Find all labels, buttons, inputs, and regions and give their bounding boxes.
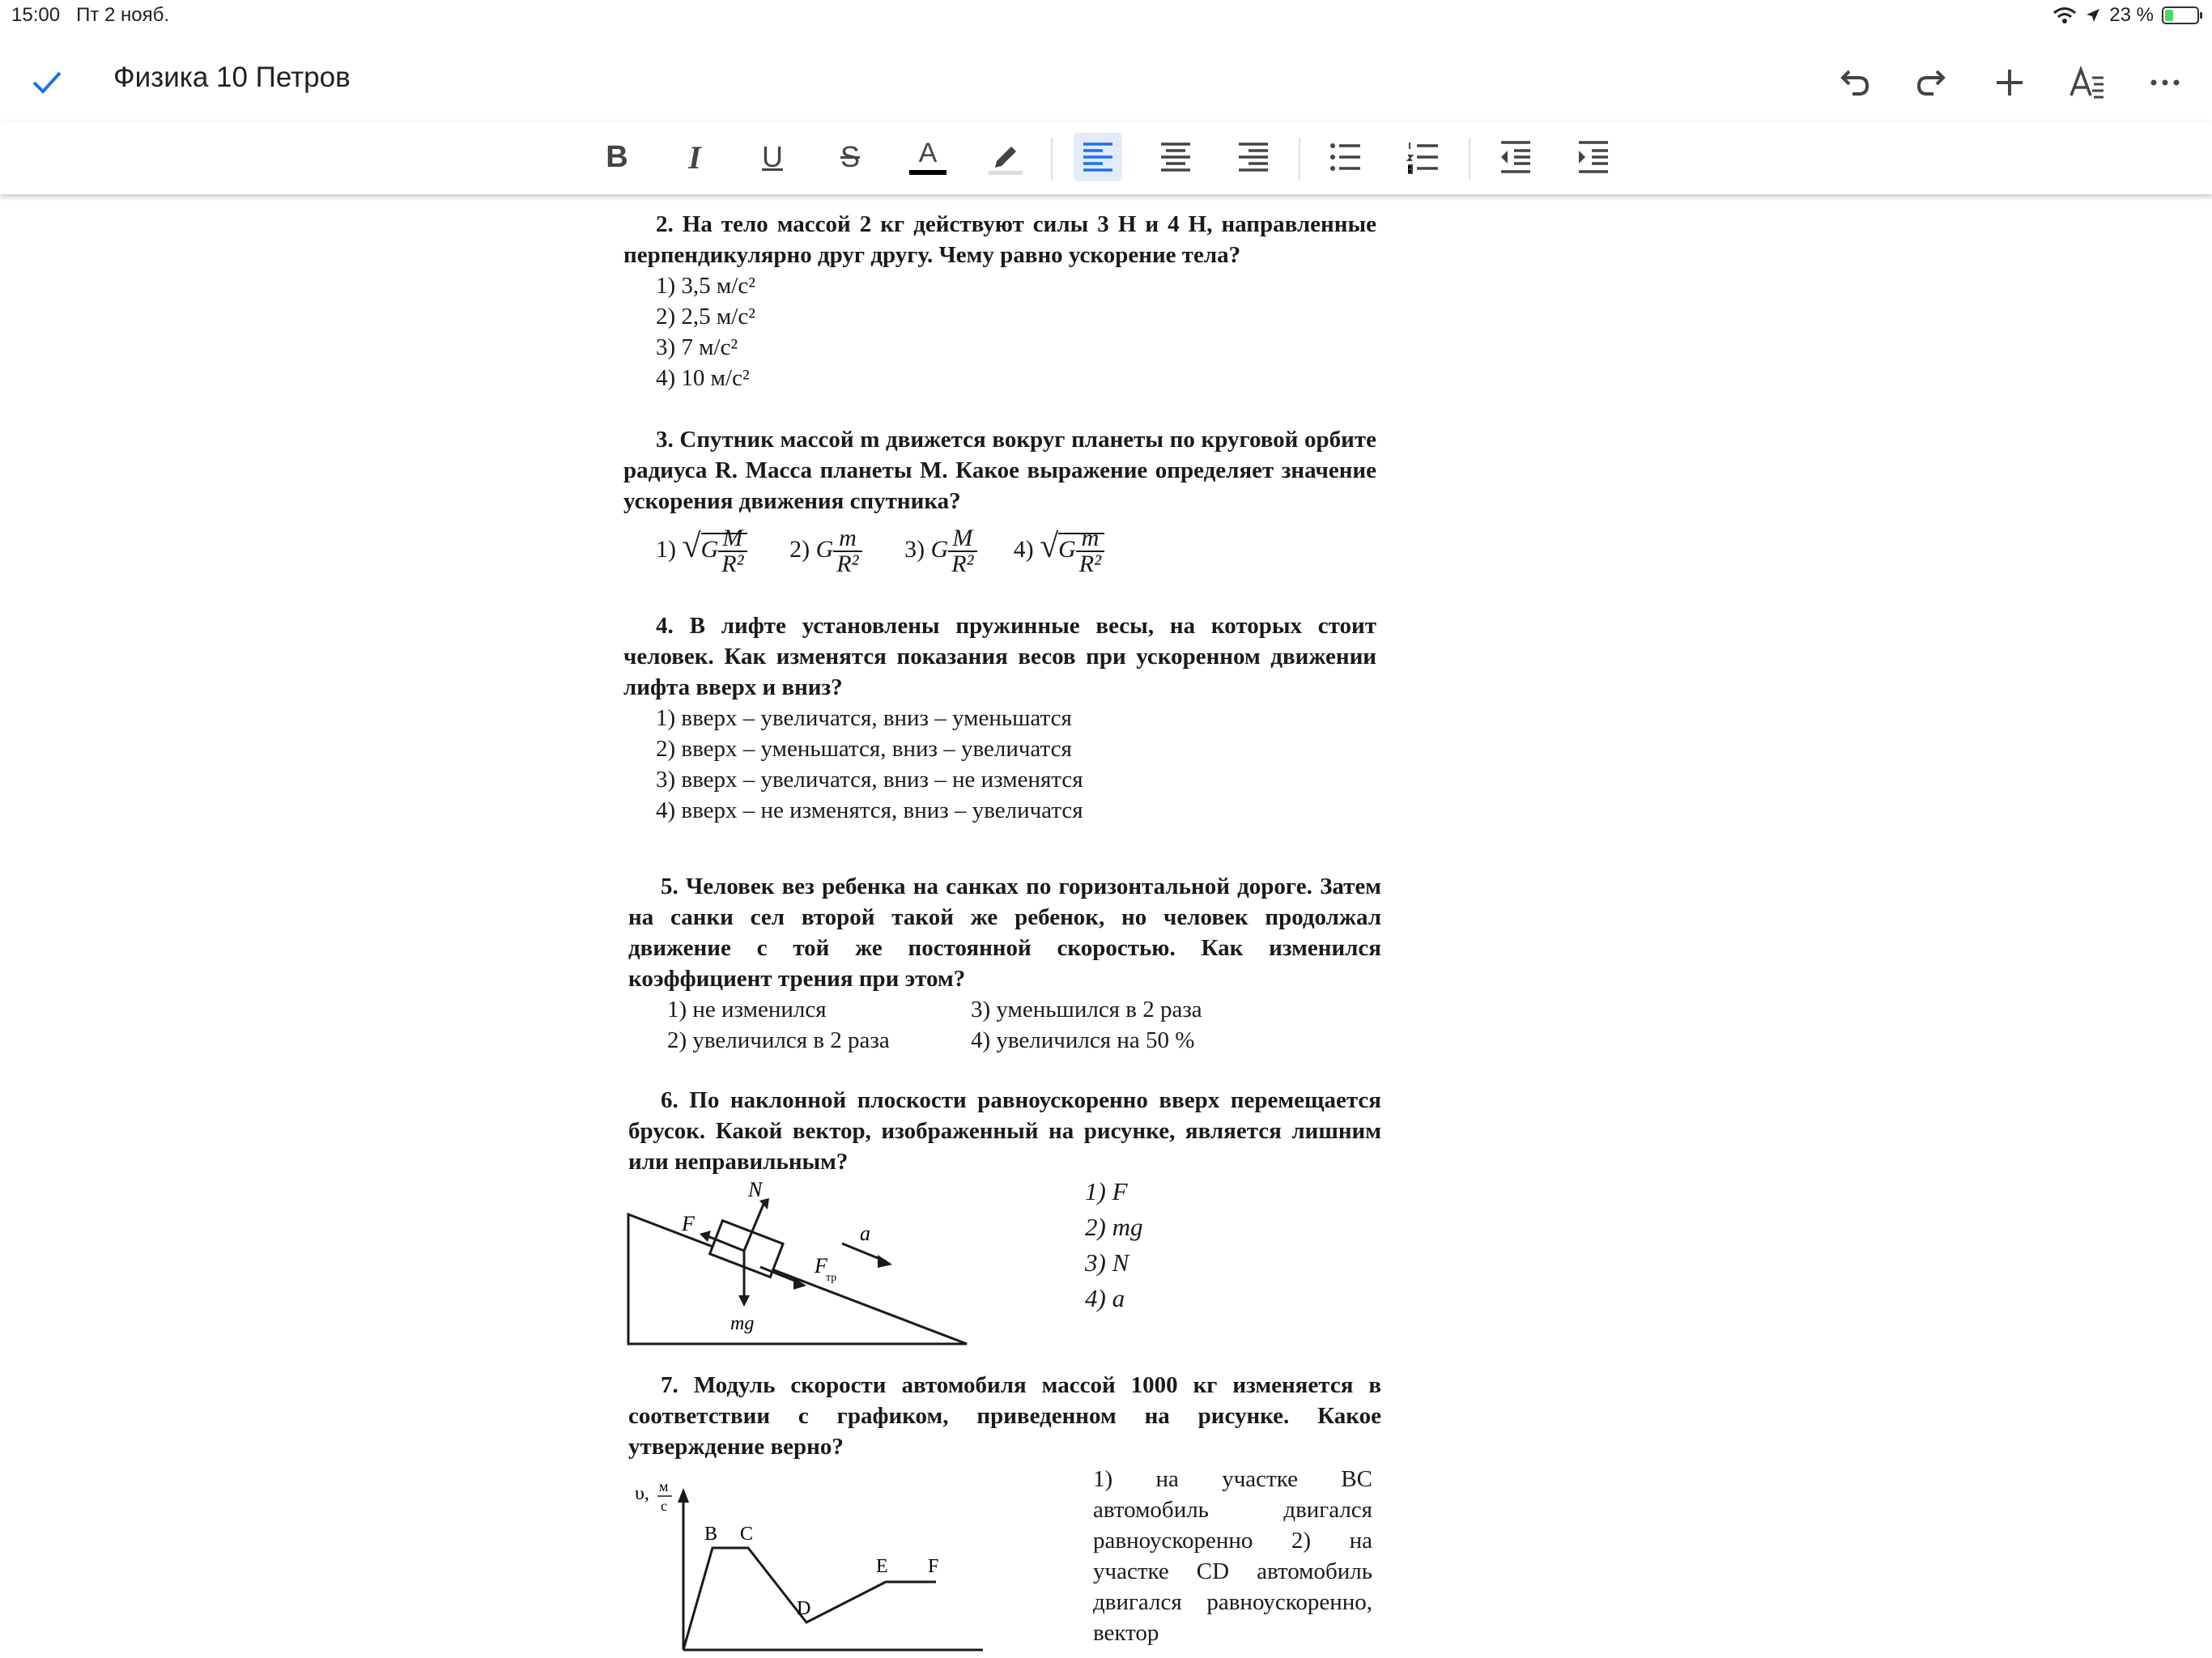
highlight-button[interactable] — [981, 133, 1030, 181]
vector-ftr-subscript: тр — [826, 1272, 837, 1284]
location-icon — [2085, 7, 2101, 23]
answer-option: 3) вверх – увеличатся, вниз – не изменятся — [656, 767, 1083, 793]
vector-ftr-label: F — [815, 1254, 827, 1278]
formula-denominator: R² — [951, 551, 974, 577]
answer-option: 4) a⃗ — [1085, 1284, 1145, 1312]
sqrt-sign: √ — [1040, 527, 1059, 565]
answer-option: 4) 10 м/с² — [656, 365, 750, 391]
answer-option: 2) 2,5 м/с² — [656, 304, 755, 329]
numbered-list-button[interactable] — [1399, 133, 1448, 181]
vector-a-label: a — [860, 1222, 870, 1245]
toolbar-divider — [1299, 138, 1300, 180]
answer-option: 4) увеличился на 50 % — [971, 1027, 1195, 1053]
status-bar — [0, 0, 2212, 32]
align-center-icon — [1158, 139, 1193, 175]
answer-option: 4) вверх – не изменятся, вниз – увеличатся — [656, 797, 1083, 823]
bold-icon: B — [606, 139, 628, 174]
vector-options — [1085, 1174, 1163, 1316]
formula-numerator: m — [1076, 526, 1104, 552]
formula-label: 4) — [1013, 535, 1034, 563]
answer-option: 1) не изменился — [667, 997, 827, 1022]
question-stem: 7. Модуль скорости автомобиля массой 1000 кг изменяется в соответствии с графиком, приведенном на рисунке. Какое утверждение верно? — [628, 1372, 1381, 1460]
answer-option: 1) вверх – увеличатся, вниз – уменьшатся — [656, 705, 1072, 731]
text-color-icon: A — [918, 138, 938, 168]
formula-numerator: M — [718, 526, 747, 552]
sqrt-sign: √ — [682, 527, 701, 565]
toolbar-divider — [1469, 138, 1470, 180]
question-2 — [623, 209, 1376, 393]
answer-option: 2) вверх – уменьшатся, вниз – увеличатся — [656, 736, 1072, 762]
vector-n-label: N — [748, 1178, 763, 1201]
formula-label: 3) — [904, 535, 925, 563]
battery-percent: 23 % — [2109, 4, 2154, 26]
formula-options — [656, 526, 1104, 576]
question-stem: 4. В лифте установлены пружинные весы, на которых стоит человек. Как изменятся показания весов при ускоренном движении лифта вверх и вниз? — [623, 613, 1376, 700]
status-date: Пт 2 нояб. — [76, 4, 170, 26]
point-f-label: F — [928, 1556, 939, 1577]
answer-option: 1) F⃗ — [1085, 1177, 1147, 1205]
answer-option: 2) mg⃗ — [1085, 1213, 1163, 1241]
status-right — [2052, 4, 2199, 27]
formula-numerator: M — [948, 526, 976, 552]
italic-button[interactable] — [670, 133, 719, 181]
answer-option: 3) N⃗ — [1085, 1248, 1149, 1277]
underline-icon: U — [762, 140, 783, 173]
question-stem: 6. По наклонной плоскости равноускоренно вверх перемещается брусок. Какой вектор, изображенный на рисунке, является лишним или неправильным? — [628, 1087, 1381, 1175]
formula-numerator: m — [833, 526, 861, 552]
formula-g: G — [930, 535, 949, 563]
answer-grid — [628, 994, 1381, 1056]
formula-g: G — [1058, 535, 1076, 563]
question-5 — [628, 871, 1381, 1056]
formatting-toolbar — [0, 121, 2212, 194]
align-right-icon — [1236, 139, 1271, 175]
status-left — [11, 4, 169, 27]
battery-icon — [2162, 6, 2199, 24]
formula-denominator: R² — [721, 551, 744, 577]
point-b-label: B — [704, 1524, 718, 1545]
formula-label: 1) — [656, 535, 676, 563]
question-3 — [623, 424, 1376, 517]
align-center-button[interactable] — [1151, 133, 1200, 181]
check-icon[interactable] — [29, 65, 65, 100]
formula-label: 2) — [789, 535, 810, 563]
document-body[interactable] — [615, 202, 1385, 1658]
inclined-plane-figure — [627, 1174, 983, 1352]
question-stem: 3. Спутник массой m движется вокруг планеты по круговой орбите радиуса R. Масса планеты M. Какое выражение определяет значение ускорения движения спутника? — [623, 427, 1376, 514]
answer-option: 3) 7 м/с² — [656, 334, 738, 360]
graph-ylabel-unit-den: с — [661, 1498, 667, 1514]
formula-denominator: R² — [1078, 551, 1102, 577]
point-d-label: D — [797, 1598, 811, 1619]
graph-ylabel-unit-num: м — [659, 1478, 669, 1494]
align-left-icon — [1080, 139, 1116, 175]
answer-option: 1) 3,5 м/с² — [656, 273, 755, 299]
numbered-list-icon — [1406, 139, 1441, 175]
toolbar-divider — [1051, 138, 1053, 180]
strikethrough-button[interactable] — [826, 133, 874, 181]
question-7 — [628, 1370, 1381, 1462]
text-color-swatch — [909, 170, 946, 175]
undo-icon[interactable] — [1833, 62, 1875, 104]
answer-option: 3) уменьшился в 2 раза — [971, 997, 1202, 1022]
question-4 — [623, 610, 1376, 826]
velocity-graph — [627, 1472, 983, 1658]
wifi-icon — [2052, 6, 2077, 25]
align-left-button[interactable] — [1074, 133, 1122, 181]
answer-option: 2) увеличился в 2 раза — [667, 1027, 890, 1053]
question-6 — [628, 1085, 1381, 1177]
italic-icon: I — [688, 138, 701, 176]
redo-icon[interactable] — [1911, 62, 1953, 104]
more-icon[interactable] — [2144, 62, 2186, 104]
formula-g: G — [815, 535, 834, 563]
formula-denominator: R² — [836, 551, 859, 577]
text-format-icon[interactable] — [2066, 62, 2108, 104]
highlight-icon — [985, 137, 1026, 177]
underline-button[interactable] — [748, 133, 797, 181]
question-stem: 2. На тело массой 2 кг действуют силы 3 Н и 4 Н, направленные перпендикулярно друг другу. Чему равно ускорение тела? — [623, 211, 1376, 268]
increase-indent-icon — [1576, 139, 1611, 175]
point-e-label: E — [876, 1556, 888, 1577]
graph-ylabel: υ, — [635, 1483, 649, 1504]
strikethrough-icon: S — [840, 140, 860, 173]
align-right-button[interactable] — [1229, 133, 1278, 181]
question-7-answers: 1) на участке BC автомобиль двигался равноускоренно 2) на участке CD автомобиль двигался равноускоренно, вектор — [1093, 1466, 1372, 1646]
increase-indent-button[interactable] — [1569, 133, 1618, 181]
bold-button[interactable] — [593, 133, 641, 181]
bulleted-list-icon — [1328, 139, 1363, 175]
point-c-label: C — [740, 1524, 754, 1545]
text-color-button[interactable] — [904, 133, 952, 181]
vector-f-label: F — [682, 1212, 695, 1235]
question-stem: 5. Человек вез ребенка на санках по горизонтальной дороге. Затем на санки сел второй такой же ребенок, но человек продолжал движение с той же постоянной скоростью. Как изменился коэффициент трения при этом? — [628, 874, 1381, 992]
vector-mg-label: mg — [730, 1313, 755, 1334]
title-bar — [0, 32, 2212, 121]
decrease-indent-icon — [1498, 139, 1534, 175]
document-title[interactable]: Физика 10 Петров — [113, 62, 351, 93]
decrease-indent-button[interactable] — [1491, 133, 1540, 181]
plus-icon[interactable] — [1989, 62, 2031, 104]
status-time: 15:00 — [11, 4, 61, 26]
bulleted-list-button[interactable] — [1321, 133, 1370, 181]
formula-g: G — [700, 535, 719, 563]
